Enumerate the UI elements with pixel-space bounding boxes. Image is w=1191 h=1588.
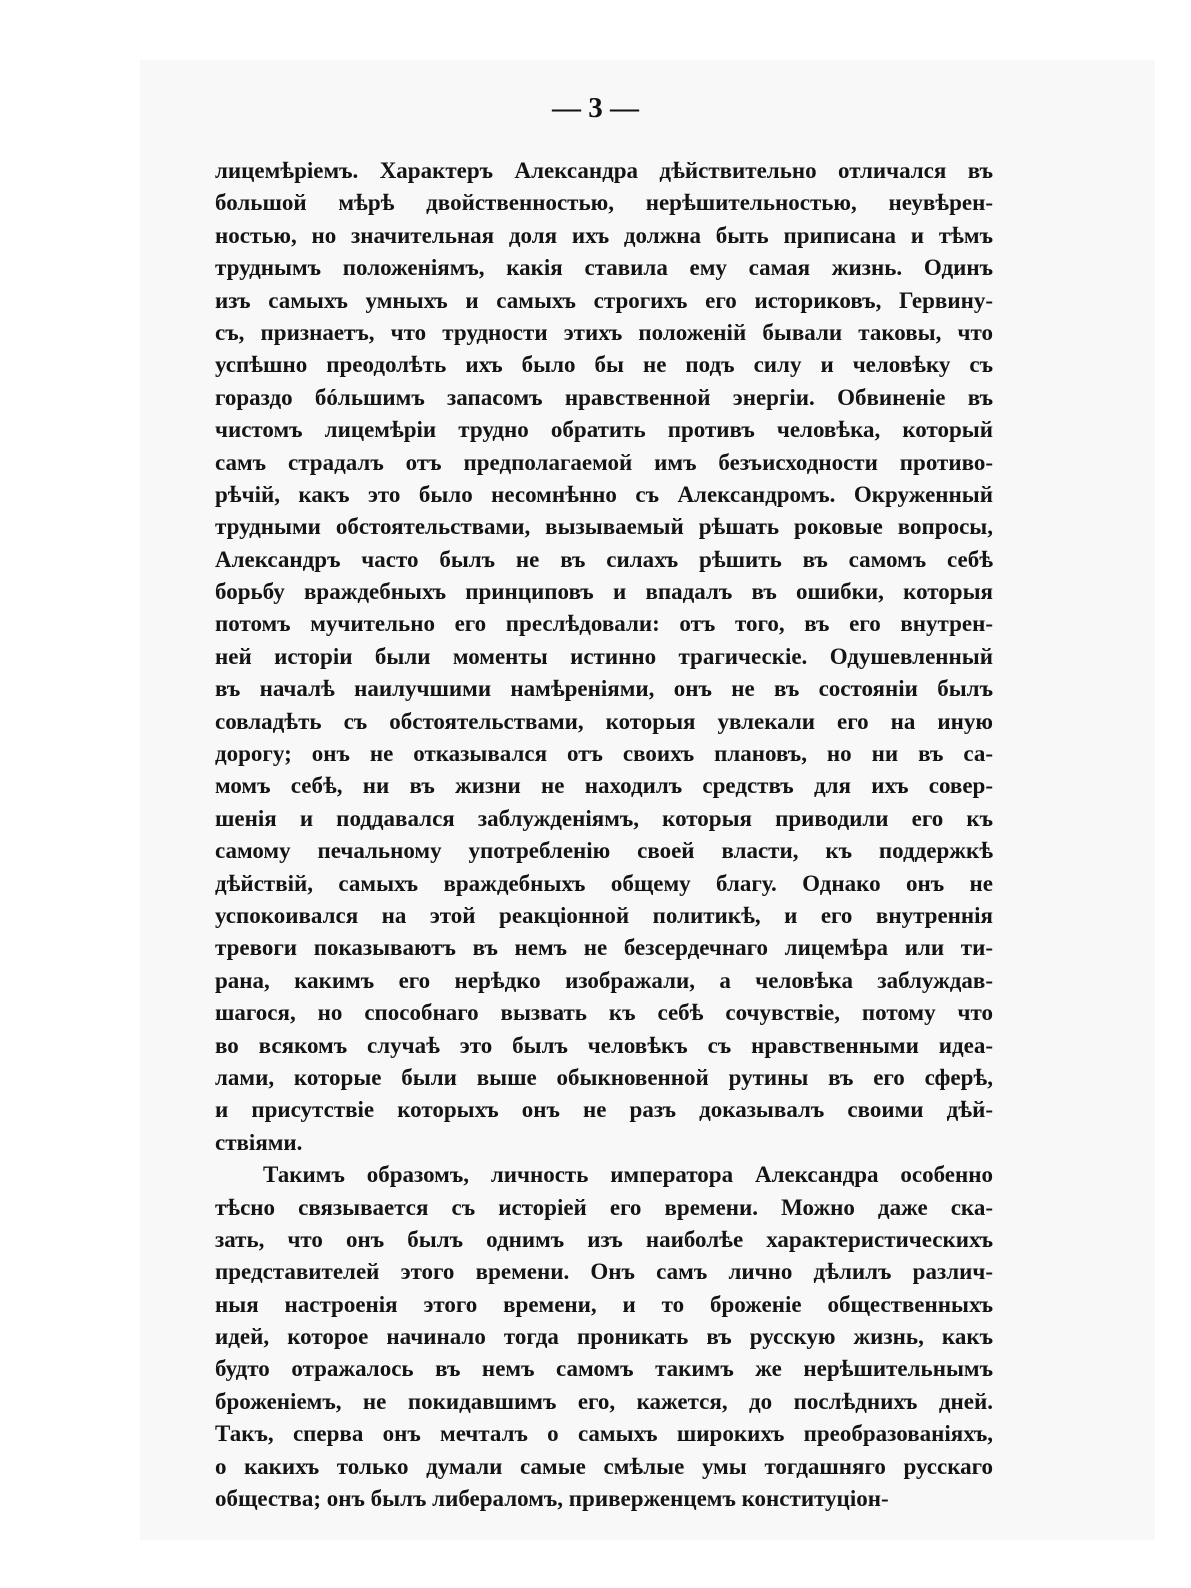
text-line: успѣшно преодолѣть ихъ было бы не подъ силу и человѣку съ	[215, 352, 993, 378]
text-line: рана, какимъ его нерѣдко изображали, а человѣка заблуждав-	[215, 967, 993, 993]
text-line: во всякомъ случаѣ это былъ человѣкъ съ нравственными идеа-	[215, 1032, 993, 1058]
text-line: и присутствіе которыхъ онъ не разъ доказывалъ своими дѣй-	[215, 1097, 993, 1123]
text-line: ностью, но значительная доля ихъ должна быть приписана и тѣмъ	[215, 222, 993, 248]
text-line: совладѣть съ обстоятельствами, которыя увлекали его на иную	[215, 708, 993, 734]
text-line: самому печальному употребленію своей власти, къ поддержкѣ	[215, 838, 993, 864]
text-line: ней исторіи были моменты истинно трагическіе. Одушевленный	[215, 643, 993, 669]
text-line: ныя настроенія этого времени, и то броженіе общественныхъ	[215, 1291, 993, 1317]
text-line: большой мѣрѣ двойственностью, нерѣшительностью, неувѣрен-	[215, 190, 993, 216]
text-line: дорогу; онъ не отказывался отъ своихъ плановъ, но ни въ са-	[215, 741, 993, 767]
text-line: гораздо бóльшимъ запасомъ нравственной энергіи. Обвиненіе въ	[215, 384, 993, 410]
text-line: изъ самыхъ умныхъ и самыхъ строгихъ его историковъ, Гервину-	[215, 287, 993, 313]
text-line: рѣчій, какъ это было несомнѣнно съ Александромъ. Окруженный	[215, 481, 993, 507]
text-line: момъ себѣ, ни въ жизни не находилъ средствъ для ихъ совер-	[215, 773, 993, 799]
text-line: шагося, но способнаго вызвать къ себѣ сочувствіе, потому что	[215, 1000, 993, 1026]
text-line: самъ страдалъ отъ предполагаемой имъ безъисходности противо-	[215, 449, 993, 475]
text-line: тревоги показываютъ въ немъ не безсердечнаго лицемѣра или ти-	[215, 935, 993, 961]
text-line: ствіями.	[215, 1129, 303, 1155]
text-line: чистомъ лицемѣріи трудно обратить противъ человѣка, который	[215, 417, 993, 443]
text-line: броженіемъ, не покидавшимъ его, кажется, до послѣднихъ дней.	[215, 1388, 993, 1414]
text-line: общества; онъ былъ либераломъ, приверженцемъ конституціон-	[215, 1486, 889, 1512]
text-line: идей, которое начинало тогда проникать въ русскую жизнь, какъ	[215, 1324, 993, 1350]
text-line: Такимъ образомъ, личность императора Александра особенно	[263, 1162, 993, 1188]
text-line: будто отражалось въ немъ самомъ такимъ же нерѣшительнымъ	[215, 1356, 993, 1382]
text-line: лами, которые были выше обыкновенной рутины въ его сферѣ,	[215, 1064, 993, 1090]
text-line: зать, что онъ былъ однимъ изъ наиболѣе характеристическихъ	[215, 1226, 993, 1252]
text-line: Такъ, сперва онъ мечталъ о самыхъ широкихъ преобразованіяхъ,	[215, 1421, 993, 1447]
text-line: представителей этого времени. Онъ самъ лично дѣлилъ различ-	[215, 1259, 993, 1285]
text-line: труднымъ положеніямъ, какія ставила ему самая жизнь. Одинъ	[215, 255, 993, 281]
text-line: съ, признаетъ, что трудности этихъ положеній бывали таковы, что	[215, 319, 993, 345]
text-line: трудными обстоятельствами, вызываемый рѣшать роковые вопросы,	[215, 514, 993, 540]
paragraph	[215, 155, 993, 1159]
text-line: лицемѣріемъ. Характеръ Александра дѣйствительно отличался въ	[215, 158, 993, 183]
text-line: тѣсно связывается съ исторіей его времени. Можно даже ска-	[215, 1194, 993, 1220]
text-line: о какихъ только думали самые смѣлые умы тогдашняго русскаго	[215, 1453, 993, 1479]
text-line: шенія и поддавался заблужденіямъ, которыя приводили его къ	[215, 805, 993, 831]
text-line: Александръ часто былъ не въ силахъ рѣшить въ самомъ себѣ	[215, 546, 993, 572]
text-line: въ началѣ наилучшими намѣреніями, онъ не въ состояніи былъ	[215, 676, 993, 702]
text-line: успокоивался на этой реакціонной политикѣ, и его внутреннія	[215, 902, 993, 928]
paragraph	[215, 1159, 993, 1515]
text-line: дѣйствій, самыхъ враждебныхъ общему благу. Однако онъ не	[215, 870, 993, 896]
text-line: потомъ мучительно его преслѣдовали: отъ того, въ его внутрен-	[215, 611, 993, 637]
text-line: борьбу враждебныхъ принциповъ и впадалъ въ ошибки, которыя	[215, 579, 993, 605]
page-number: — 3 —	[552, 92, 639, 124]
body-text	[215, 155, 993, 1515]
